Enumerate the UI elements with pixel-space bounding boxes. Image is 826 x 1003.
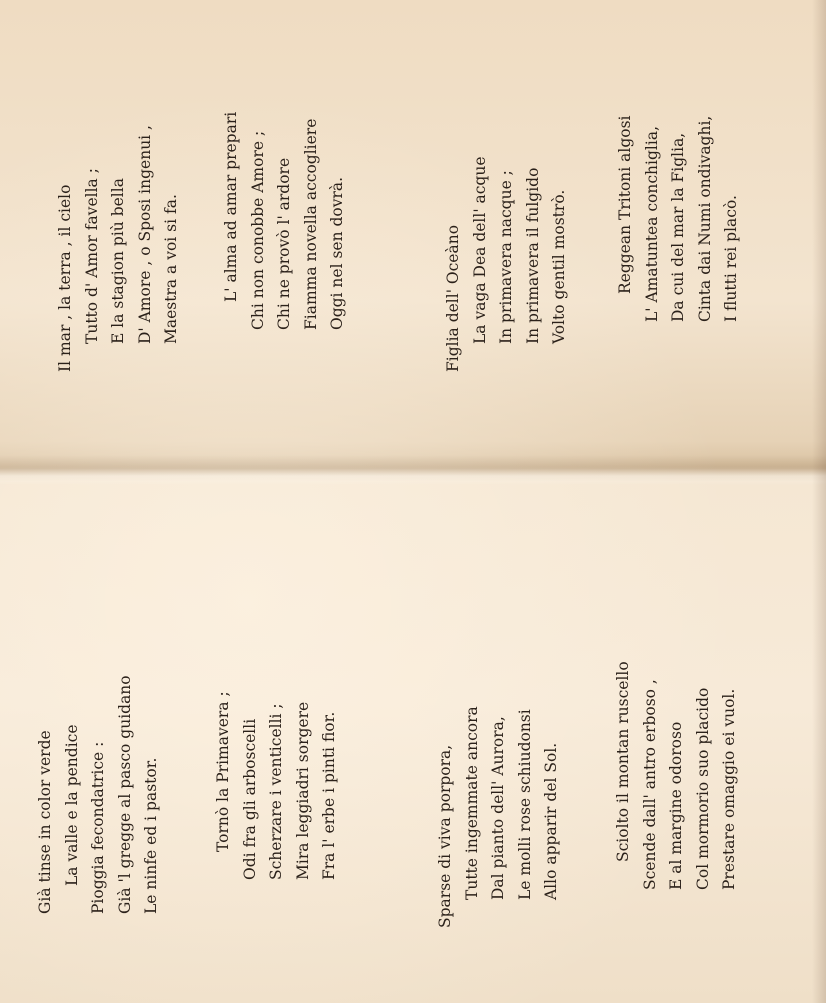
- verse-line: Odi fra gli arboscelli: [240, 718, 259, 880]
- verse-line: Prestare omaggio ei vuol.: [720, 688, 738, 890]
- verse-line: Tutte ingemmate ancora: [462, 706, 481, 900]
- verse-line: Volto gentil mostrò.: [550, 189, 568, 344]
- verse-line: Da cui del mar la Figlia,: [669, 132, 687, 322]
- verse-line: Già tinse in color verde: [36, 730, 54, 914]
- verse-line: Cinta dai Numi ondivaghi,: [695, 115, 714, 322]
- verse-line: Scende dall' antro erboso ,: [640, 679, 659, 890]
- verse-line: I flutti rei placò.: [722, 195, 740, 322]
- verse-line: Le molli rose schiudonsi: [515, 709, 534, 900]
- verse-line: Tornò la Primavera ;: [214, 691, 232, 852]
- stanza-6: [218, 112, 351, 330]
- stanza-5: [52, 125, 185, 372]
- verse-line: La valle e la pendice: [62, 724, 81, 886]
- verse-line: L' alma ad amar prepari: [222, 111, 240, 302]
- verse-line: E la stagion più bella: [109, 178, 127, 344]
- verse-line: Chi ne provò l' ardore: [275, 157, 293, 330]
- verse-line: Col mormorio suo placido: [693, 687, 712, 890]
- verse-line: Allo apparir del Sol.: [542, 742, 560, 900]
- verse-line: Il mar , la terra , il cielo: [56, 184, 74, 372]
- page-edge-shadow: [812, 0, 826, 1003]
- verse-line: Mira leggiadri sorgere: [293, 701, 312, 880]
- verse-line: Reggean Tritoni algosi: [616, 115, 634, 294]
- verse-line: D' Amore , o Sposi ingenui ,: [135, 125, 154, 344]
- verse-line: Fra l' erbe i pinti fior.: [320, 711, 338, 880]
- verse-line: Chi non conobbe Amore ;: [248, 130, 267, 330]
- page-fold: [0, 455, 826, 485]
- verse-line: E al margine odoroso: [667, 721, 685, 890]
- verse-line: Pioggia fecondatrice :: [89, 741, 107, 914]
- verse-line: Figlia dell' Oceàno: [444, 224, 462, 372]
- verse-line: Sparse di viva porpora,: [436, 744, 454, 928]
- verse-line: Tutto d' Amor favella ;: [82, 168, 101, 344]
- verse-line: La vaga Dea dell' acque: [470, 156, 489, 344]
- verse-line: Già 'l gregge al pasco guidano: [115, 675, 134, 914]
- verse-line: Dal pianto dell' Aurora,: [489, 716, 507, 900]
- verse-line: Le ninfe ed i pastor.: [142, 757, 160, 914]
- stanza-8: [612, 115, 745, 322]
- stanza-7: [440, 156, 573, 372]
- verse-line: Oggi nel sen dovrà.: [328, 176, 346, 330]
- stanza-1: [32, 675, 165, 914]
- verse-line: L' Amatuntea conchiglia,: [642, 126, 661, 322]
- verse-line: Scherzare i venticelli ;: [267, 703, 285, 880]
- verse-line: Maestra a voi si fa.: [162, 194, 180, 344]
- stanza-4: [610, 661, 743, 890]
- verse-line: In primavera il fulgido: [523, 167, 542, 344]
- verse-line: Fiamma novella accogliere: [301, 118, 320, 330]
- stanza-3: [432, 706, 565, 928]
- stanza-2: [210, 691, 343, 880]
- verse-line: Sciolto il montan ruscello: [614, 661, 632, 862]
- verse-line: In primavera nacque ;: [497, 170, 515, 344]
